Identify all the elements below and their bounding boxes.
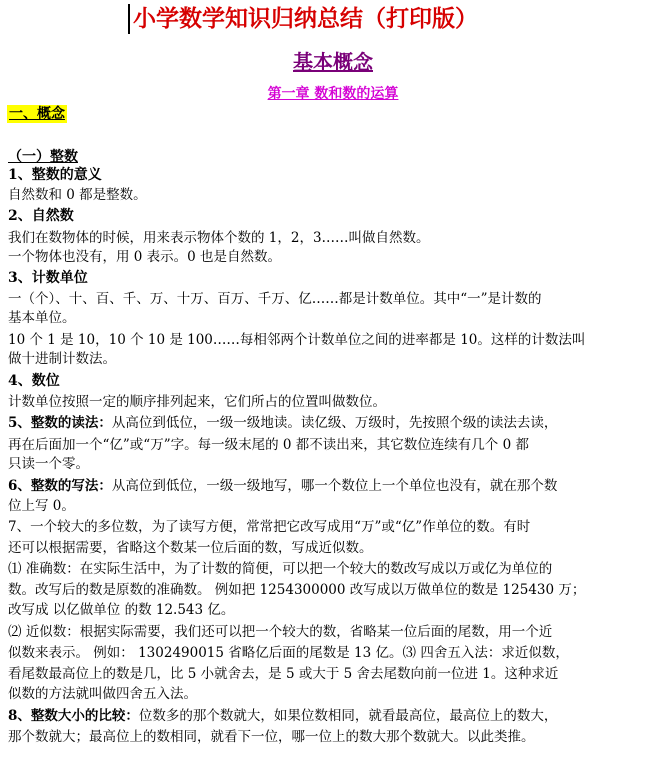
heading-counting-unit: 3、计数单位 — [8, 270, 88, 286]
heading-integer-meaning: 1、整数的意义 — [8, 167, 102, 183]
document-title: 小学数学知识归纳总结（打印版） — [128, 4, 478, 34]
paragraph-line: 似数的方法就叫做四舍五入法。 — [8, 686, 197, 702]
paragraph-text: 位数多的那个数就大，如果位数相同，就看最高位，最高位上的数大， — [138, 708, 558, 724]
paragraph-integer-comparison — [8, 707, 658, 725]
page-subtitle: 基本概念 — [293, 50, 373, 74]
paragraph-line: ⑴ 准确数：在实际生活中，为了计数的简便，可以把一个较大的数改写成以万或亿为单位的 — [8, 561, 553, 577]
paragraph-line: 位上写 0。 — [8, 498, 75, 514]
paragraph-line: 基本单位。 — [8, 310, 76, 326]
chapter-heading: 第一章 数和数的运算 — [267, 86, 399, 102]
paragraph-text: 从高位到低位，一级一级地写，哪一个数位上一个单位也没有，就在那个数 — [111, 478, 558, 494]
paragraph-line: 做十进制计数法。 — [8, 351, 116, 367]
inline-heading-writing: 6、整数的写法： — [8, 478, 112, 494]
paragraph-line: ⑵ 近似数：根据实际需要，我们还可以把一个较大的数，省略某一位后面的尾数，用一个近 — [8, 624, 553, 640]
paragraph-reading-method — [8, 414, 658, 432]
heading-digit-place: 4、数位 — [8, 373, 60, 389]
section-heading: 一、概念 — [9, 106, 65, 122]
paragraph-line: 自然数和 0 都是整数。 — [8, 187, 147, 203]
paragraph-line: 再在后面加一个“亿”或“万”字。每一级末尾的 0 都不读出来，其它数位连续有几个 0 都 — [8, 437, 529, 453]
paragraph-line: 只读一个零。 — [8, 456, 89, 472]
paragraph-line: 一个物体也没有，用 0 表示。0 也是自然数。 — [8, 249, 282, 265]
paragraph-line: 还可以根据需要，省略这个数某一位后面的数，写成近似数。 — [8, 540, 373, 556]
inline-heading-reading: 5、整数的读法： — [8, 415, 112, 431]
paragraph-line: 那个数就大；最高位上的数相同，就看下一位，哪一位上的数大那个数就大。以此类推。 — [8, 729, 535, 745]
paragraph-line: 一（个）、十、百、千、万、十万、百万、千万、亿……都是计数单位。其中“一”是计数的 — [8, 291, 542, 307]
paragraph-line: 改写成 以亿做单位 的数 12.543 亿。 — [8, 602, 235, 618]
subsection-heading: （一）整数 — [8, 149, 78, 165]
paragraph-line: 似数来表示。 例如： 1302490015 省略亿后面的尾数是 13 亿。⑶ 四舍五入法：求近似数， — [8, 645, 569, 661]
inline-heading-comparison: 8、整数大小的比较： — [8, 708, 139, 724]
paragraph-line: 数。改写后的数是原数的准确数。 例如把 1254300000 改写成以万做单位的数是 125430 万； — [8, 582, 586, 598]
paragraph-line: 10 个 1 是 10，10 个 10 是 100……每相邻两个计数单位之间的进率都是 10。这样的计数法叫 — [8, 332, 586, 348]
paragraph-line: 计数单位按照一定的顺序排列起来，它们所占的位置叫做数位。 — [8, 394, 386, 410]
paragraph-line: 看尾数最高位上的数是几，比 5 小就舍去，是 5 或大于 5 舍去尾数向前一位进 1。这种求近 — [8, 666, 559, 682]
paragraph-text: 从高位到低位，一级一级地读。读亿级、万级时，先按照个级的读法去读， — [111, 415, 558, 431]
paragraph-writing-method — [8, 477, 658, 495]
paragraph-line: 7、一个较大的多位数，为了读写方便，常常把它改写成用“万”或“亿”作单位的数。有时 — [8, 519, 531, 535]
heading-natural-number: 2、自然数 — [8, 208, 74, 224]
paragraph-line: 我们在数物体的时候，用来表示物体个数的 1，2，3……叫做自然数。 — [8, 230, 430, 246]
